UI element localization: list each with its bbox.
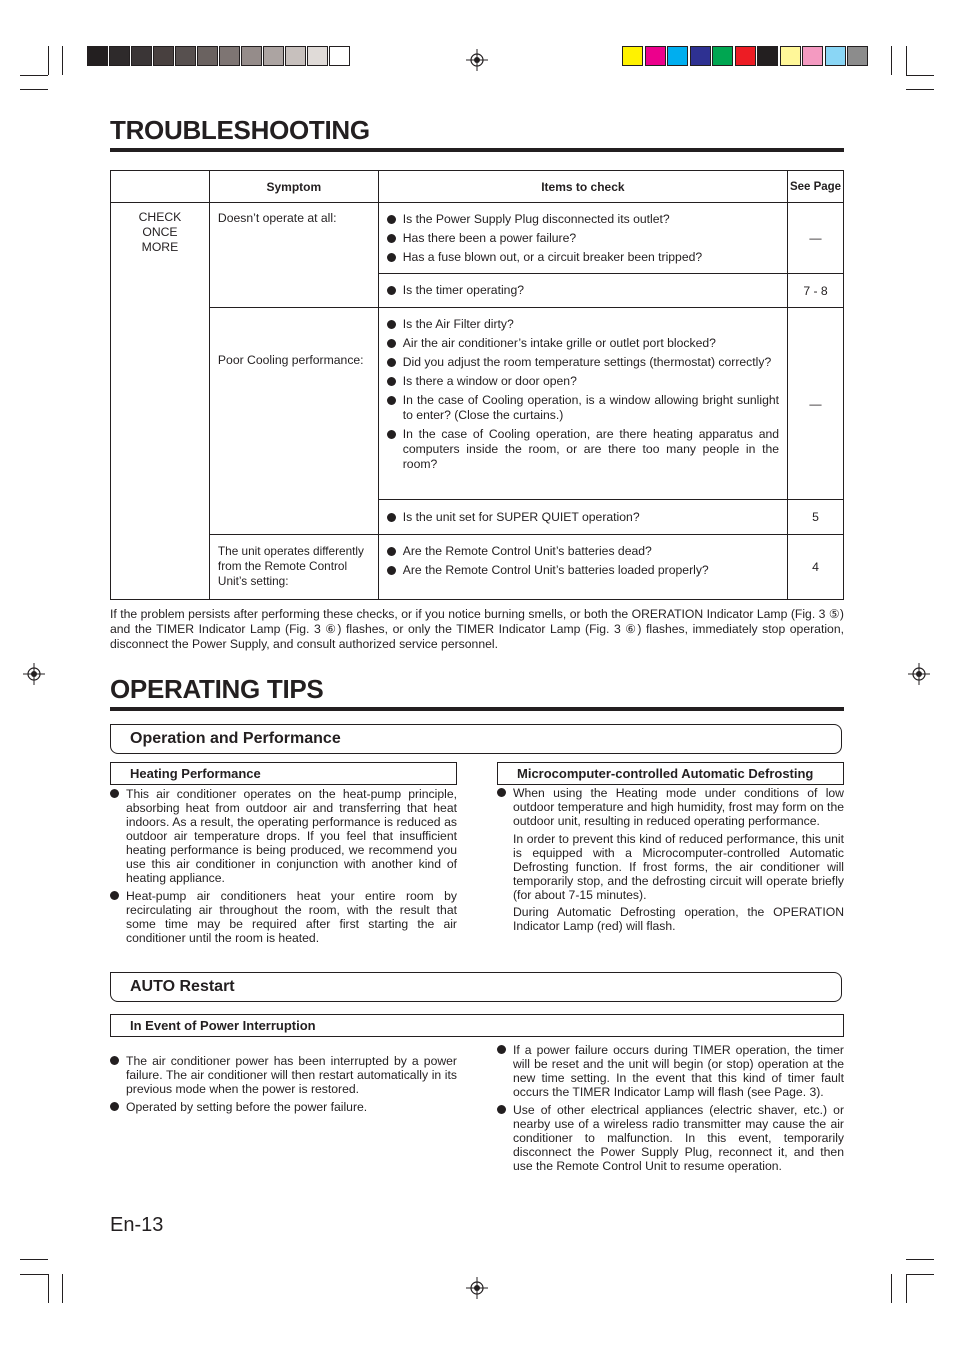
title-rule [110, 148, 844, 152]
check-list [379, 203, 787, 273]
table-row [111, 308, 844, 500]
color-swatch [735, 46, 756, 66]
list-item: Is the Air Filter dirty? [387, 317, 779, 332]
title-rule [110, 707, 844, 711]
list-item: Air the air conditioner’s intake grille or outlet port blocked? [387, 336, 779, 351]
list-item: Are the Remote Control Unit’s batteries loaded properly? [387, 563, 779, 578]
see-page-header: See Page [788, 171, 844, 203]
defrosting-text [497, 786, 844, 936]
color-swatch [329, 46, 350, 66]
items-cell [378, 500, 787, 535]
color-swatch [219, 46, 240, 66]
symptom-cell [209, 535, 378, 600]
list-item: Is there a window or door open? [387, 374, 779, 389]
operating-tips-title: OPERATING TIPS [110, 674, 324, 704]
items-cell [378, 274, 787, 308]
power-interruption-heading-box [110, 1014, 844, 1037]
color-swatch [622, 46, 643, 66]
page-ref: — [788, 308, 844, 500]
color-swatch [285, 46, 306, 66]
color-swatch [87, 46, 108, 66]
table-header-row [111, 171, 844, 203]
check-once-more-label: CHECK ONCE MORE [138, 210, 182, 254]
color-swatch [712, 46, 733, 66]
symptom-header: Symptom [209, 171, 378, 203]
color-swatch [131, 46, 152, 66]
defrosting-heading-box [497, 762, 844, 785]
list-item: In the case of Cooling operation, is a window allowing bright sunlight to enter? (Close the curtains.) [387, 393, 779, 423]
symptom-text: Doesn’t operate at all: [217, 211, 337, 225]
power-interruption-left-text [110, 1054, 457, 1117]
page-ref: 4 [788, 535, 844, 600]
color-swatch [153, 46, 174, 66]
list-item: Is the unit set for SUPER QUIET operation? [387, 510, 779, 525]
blank-header [111, 171, 210, 203]
color-swatch [307, 46, 328, 66]
symptom-cell [209, 203, 378, 308]
troubleshooting-title: TROUBLESHOOTING [110, 115, 370, 145]
page-ref: 5 [788, 500, 844, 535]
color-swatch [847, 46, 868, 66]
list-item: Is the Power Supply Plug disconnected its outlet? [387, 212, 779, 227]
check-list [379, 504, 787, 531]
heating-performance-heading-box [110, 762, 457, 785]
items-cell [378, 308, 787, 500]
registration-mark-icon [466, 49, 488, 71]
items-header: Items to check [378, 171, 787, 203]
check-list [379, 535, 787, 586]
color-swatch [645, 46, 666, 66]
page-number: En-13 [110, 1214, 164, 1236]
defrosting-paragraph: In order to prevent this kind of reduced performance, this unit is equipped with a Microcomputer-controlled Automatic Defrosting function. If frost forms, the air conditioner will temporarily stop, and the defrosting circuit will operate briefly (for about 7-15 minutes). [513, 832, 844, 902]
heating-performance-heading: Heating Performance [130, 766, 261, 781]
check-once-more-cell [111, 203, 210, 600]
defrosting-paragraph: During Automatic Defrosting operation, the OPERATION Indicator Lamp (red) will flash. [513, 905, 844, 933]
registration-mark-icon [466, 1277, 488, 1299]
registration-mark-icon [23, 663, 45, 685]
table-row [111, 203, 844, 274]
operation-performance-heading: Operation and Performance [130, 730, 341, 747]
heating-performance-text [110, 787, 457, 948]
list-item: The air conditioner power has been interrupted by a power failure. The air conditioner will then restart automatically in its previous mode when the power is restored. [110, 1054, 457, 1096]
list-item: If a power failure occurs during TIMER operation, the timer will be reset and the unit will begin (or stop) operation at the new time setting. In the event that this kind of timer fault occurs the TIMER Indicator Lamp will flash (see Page. 3). [497, 1043, 844, 1099]
troubleshooting-note: If the problem persists after performing these checks, or if you notice burning smells, or both the ORERATION Indicator Lamp (Fig. 3 ⑤) and the TIMER Indicator Lamp (Fig. 3 ⑥) flashes, or only the TIMER Indicator Lamp (Fig. 3 ⑥) flashes, immediately stop operation, disconnect the Power Supply, and consult authorized service personnel. [110, 607, 844, 651]
list-item: Operated by setting before the power failure. [110, 1100, 457, 1114]
symptom-cell [209, 308, 378, 535]
auto-restart-heading-box [110, 972, 842, 1002]
list-item: In the case of Cooling operation, are there heating apparatus and computers inside the room, or are there too many people in the room? [387, 427, 779, 472]
troubleshooting-table [110, 170, 844, 600]
list-item: Heat-pump air conditioners heat your entire room by recirculating air throughout the room, with the result that some time may be required after first starting the air conditioner until the room is heated. [110, 889, 457, 945]
defrosting-heading: Microcomputer-controlled Automatic Defrosting [517, 766, 814, 781]
list-item: Are the Remote Control Unit’s batteries dead? [387, 544, 779, 559]
symptom-text: Poor Cooling performance: [217, 353, 364, 367]
list-item: Has there been a power failure? [387, 231, 779, 246]
page-ref: 7 - 8 [788, 274, 844, 308]
registration-mark-icon [908, 663, 930, 685]
list-item: Has a fuse blown out, or a circuit breaker been tripped? [387, 250, 779, 265]
color-swatch [263, 46, 284, 66]
items-cell [378, 203, 787, 274]
color-swatch [241, 46, 262, 66]
color-swatch [109, 46, 130, 66]
list-item: Did you adjust the room temperature settings (thermostat) correctly? [387, 355, 779, 370]
power-interruption-heading: In Event of Power Interruption [130, 1018, 316, 1033]
color-swatch [175, 46, 196, 66]
power-interruption-right-text [497, 1043, 844, 1176]
color-swatch [197, 46, 218, 66]
list-item: Is the timer operating? [387, 283, 779, 298]
list-item: When using the Heating mode under conditions of low outdoor temperature and high humidity, frost may form on the outdoor unit, resulting in reduced operating performance. [497, 786, 844, 828]
operation-performance-heading-box [110, 724, 842, 754]
list-item: Use of other electrical appliances (electric shaver, etc.) or nearby use of a wireless radio transmitter may cause the air conditioner to malfunction. In this event, temporarily disconnect the Power Supply Plug, reconnect it, and then use the Remote Control Unit to resume operation. [497, 1103, 844, 1173]
color-swatch [780, 46, 801, 66]
check-list [379, 277, 787, 304]
symptom-text: The unit operates differently from the Remote Control Unit’s setting: [217, 544, 364, 588]
check-list [379, 308, 787, 480]
color-swatch [757, 46, 778, 66]
color-swatch [667, 46, 688, 66]
page-ref: — [788, 203, 844, 274]
items-cell [378, 535, 787, 600]
color-swatch [825, 46, 846, 66]
auto-restart-heading: AUTO Restart [130, 978, 235, 995]
list-item: This air conditioner operates on the heat-pump principle, absorbing heat from outdoor air and transferring that heat indoors. As a result, the operating performance is reduced as outdoor air temperature drops. If you feel that insufficient heating performance is being produced, we recommend you use this air conditioner in conjunction with another kind of heating appliance. [110, 787, 457, 885]
color-swatch [802, 46, 823, 66]
color-swatch [690, 46, 711, 66]
table-row [111, 535, 844, 600]
